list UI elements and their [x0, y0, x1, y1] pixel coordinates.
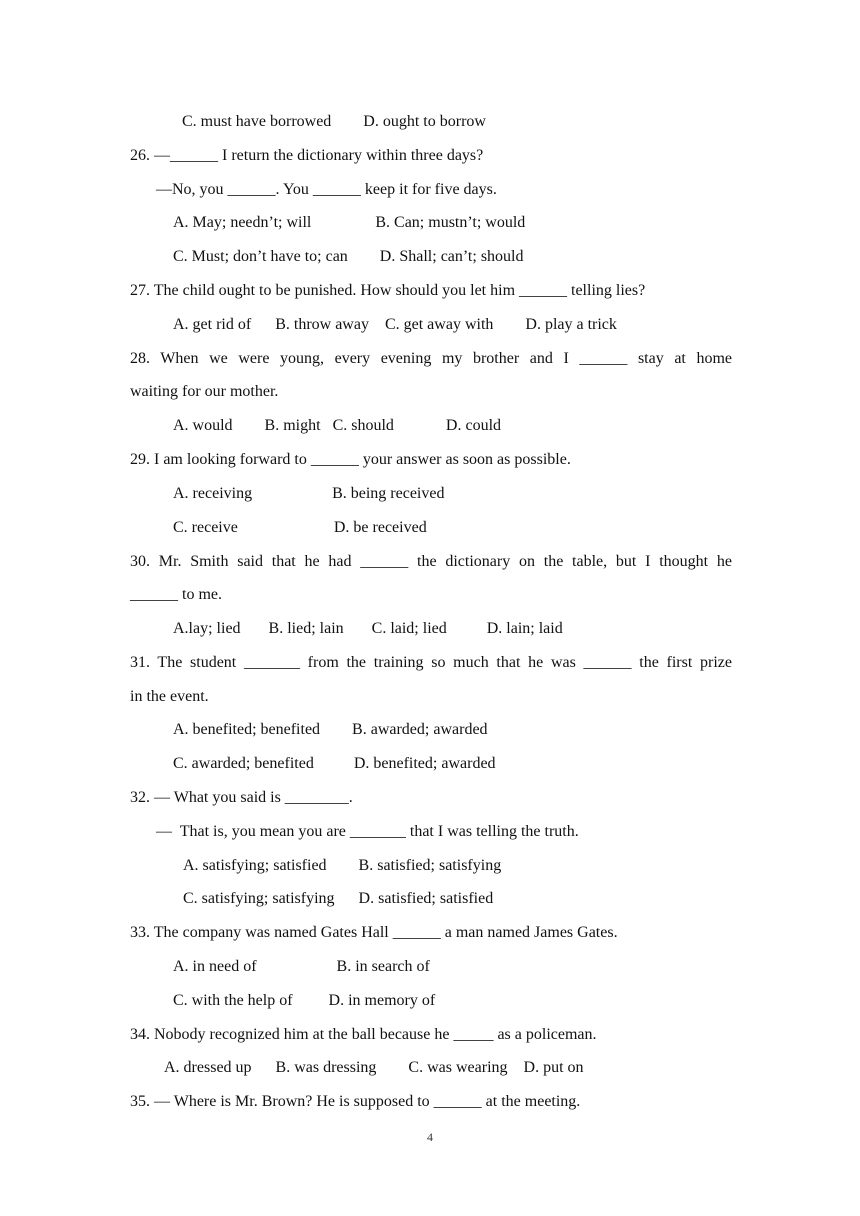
- q31-question-line2: in the event.: [130, 688, 209, 705]
- q29-options-cd: C. receive D. be received: [173, 519, 427, 536]
- q31-options-cd: C. awarded; benefited D. benefited; awarded: [173, 755, 496, 772]
- q33-options-ab: A. in need of B. in search of: [173, 958, 430, 975]
- q26-options-cd: C. Must; don’t have to; can D. Shall; can’t; should: [173, 248, 524, 265]
- q30-question-line2: ______ to me.: [130, 586, 222, 603]
- q32-question: 32. — What you said is ________.: [130, 789, 353, 806]
- q27-question: 27. The child ought to be punished. How should you let him ______ telling lies?: [130, 282, 646, 299]
- q32-options-cd: C. satisfying; satisfying D. satisfied; satisfied: [183, 890, 494, 907]
- q28-question-line1: 28. When we were young, every evening my brother and I ______ stay at home: [130, 350, 732, 367]
- q34-question: 34. Nobody recognized him at the ball because he _____ as a policeman.: [130, 1026, 597, 1043]
- q26-question: 26. —______ I return the dictionary within three days?: [130, 147, 484, 164]
- page-number: 4: [427, 1130, 433, 1144]
- q35-question: 35. — Where is Mr. Brown? He is supposed to ______ at the meeting.: [130, 1093, 581, 1110]
- q29-question: 29. I am looking forward to ______ your answer as soon as possible.: [130, 451, 571, 468]
- q26-reply: —No, you ______. You ______ keep it for five days.: [156, 181, 497, 198]
- q29-options-ab: A. receiving B. being received: [173, 485, 445, 502]
- q25-options-cd: C. must have borrowed D. ought to borrow: [182, 113, 486, 130]
- q26-options-ab: A. May; needn’t; will B. Can; mustn’t; would: [173, 214, 526, 231]
- q30-question-line1: 30. Mr. Smith said that he had ______ the dictionary on the table, but I thought he: [130, 553, 732, 570]
- q33-question: 33. The company was named Gates Hall ______ a man named James Gates.: [130, 924, 618, 941]
- q33-options-cd: C. with the help of D. in memory of: [173, 992, 436, 1009]
- q27-options: A. get rid of B. throw away C. get away with D. play a trick: [173, 316, 617, 333]
- q31-options-ab: A. benefited; benefited B. awarded; awarded: [173, 721, 488, 738]
- q30-options: A.lay; lied B. lied; lain C. laid; lied D. lain; laid: [173, 620, 563, 637]
- q31-question-line1: 31. The student _______ from the training so much that he was ______ the first prize: [130, 654, 732, 671]
- q32-options-ab: A. satisfying; satisfied B. satisfied; satisfying: [183, 857, 502, 874]
- q28-question-line2: waiting for our mother.: [130, 383, 279, 400]
- q32-reply: — That is, you mean you are _______ that I was telling the truth.: [156, 823, 579, 840]
- q34-options: A. dressed up B. was dressing C. was wearing D. put on: [164, 1059, 584, 1076]
- q28-options: A. would B. might C. should D. could: [173, 417, 502, 434]
